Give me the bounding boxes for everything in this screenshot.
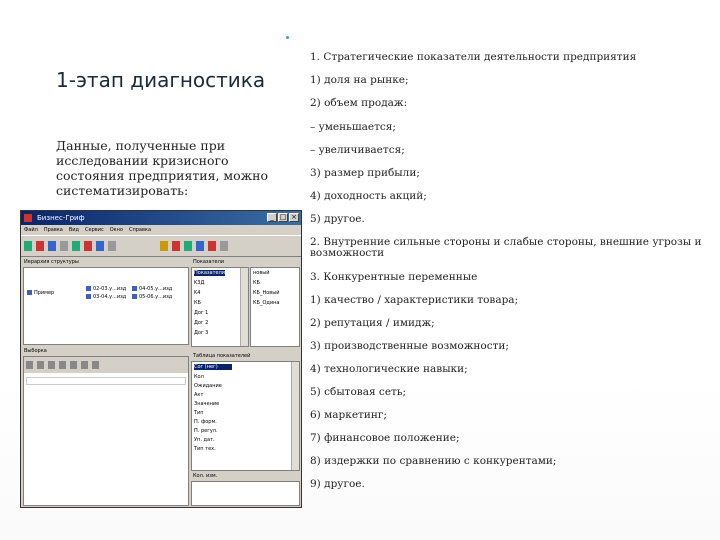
list-item: 5) другое. xyxy=(310,213,365,225)
app-title-bar xyxy=(21,211,301,225)
table-item: П. регул. xyxy=(194,428,218,434)
toolbar-icon xyxy=(24,241,32,251)
table-item: Тип тех. xyxy=(194,446,216,452)
toolbar-icon xyxy=(59,361,66,369)
file-icon xyxy=(132,294,137,299)
list-item: 1. Стратегические показатели деятельности предприятия xyxy=(310,51,637,63)
menu-item: Правка xyxy=(43,227,63,233)
toolbar-icon xyxy=(84,241,92,251)
indicator-item: Дог 3 xyxy=(194,330,209,336)
tree-root: Пример xyxy=(27,290,54,296)
maximize-icon: □ xyxy=(279,213,287,221)
folder-icon xyxy=(27,290,32,295)
bottom-pane xyxy=(191,481,300,506)
list-item: 3) производственные возможности; xyxy=(310,340,509,352)
list-item: 2) репутация / имидж; xyxy=(310,317,435,329)
tree-file: 04-05.у...изд xyxy=(132,286,172,292)
app-toolbar xyxy=(21,235,301,257)
list-item: 8) издержки по сравнению с конкурентами; xyxy=(310,455,557,467)
list-item: – увеличивается; xyxy=(310,144,405,156)
toolbar-icon xyxy=(172,241,180,251)
toolbar-icon xyxy=(48,241,56,251)
toolbar-icon xyxy=(70,361,77,369)
indicator-item: КБ xyxy=(194,300,201,306)
tree-file: 05-06.у...изд xyxy=(132,294,172,300)
window-controls xyxy=(267,213,299,222)
app-menu xyxy=(21,225,301,235)
toolbar-icon xyxy=(48,361,55,369)
toolbar-icon xyxy=(196,241,204,251)
indicator-item: K4 xyxy=(194,290,201,296)
indicators-pane-left xyxy=(191,267,249,347)
table-item: Акт xyxy=(194,392,204,398)
structure-label: Иерархия структуры xyxy=(24,259,79,265)
indicator-item: КБ xyxy=(253,280,260,286)
file-icon xyxy=(132,286,137,291)
scrollbar xyxy=(291,362,299,470)
selection-pane xyxy=(23,356,189,506)
file-icon xyxy=(86,286,91,291)
selection-toolbar xyxy=(24,357,188,373)
app-icon xyxy=(24,214,32,222)
bottom-label: Кол. изм. xyxy=(193,473,218,479)
toolbar-icon xyxy=(60,241,68,251)
file-icon xyxy=(86,294,91,299)
list-item: 2) объем продаж: xyxy=(310,97,408,109)
structure-pane xyxy=(23,267,189,345)
list-item: 2. Внутренние сильные стороны и слабые стороны, внешние угрозы и возможности xyxy=(310,236,702,259)
table-pane xyxy=(191,361,300,471)
menu-item: Справка xyxy=(128,227,152,233)
menu-item: Файл xyxy=(24,227,38,233)
toolbar-icon xyxy=(108,241,116,251)
app-window xyxy=(20,210,302,508)
list-item: – уменьшается; xyxy=(310,121,396,133)
menu-item: Окно xyxy=(109,227,123,233)
selection-row xyxy=(26,377,186,385)
menu-item: Вид xyxy=(68,227,79,233)
list-item: 6) маркетинг; xyxy=(310,409,387,421)
list-item: 1) доля на рынке; xyxy=(310,74,409,86)
decor-dot xyxy=(286,36,289,39)
table-item: Тип xyxy=(194,410,204,416)
list-item: 3) размер прибыли; xyxy=(310,167,420,179)
toolbar-icon xyxy=(220,241,228,251)
indicator-item: Дог 2 xyxy=(194,320,209,326)
indicator-item: КБ_Одина xyxy=(253,300,280,306)
menu-item: Сервис xyxy=(85,227,104,233)
close-icon: × xyxy=(289,213,299,222)
indicator-item: K3Д xyxy=(194,280,205,286)
table-label: Таблица показателей xyxy=(193,353,251,359)
toolbar-icon xyxy=(37,361,44,369)
list-item: 1) качество / характеристики товара; xyxy=(310,294,519,306)
table-item: Уп. дат. xyxy=(194,437,215,443)
slide-title: 1-этап диагностика xyxy=(56,68,266,92)
toolbar-icon xyxy=(184,241,192,251)
table-item: Ожидание xyxy=(194,383,222,389)
toolbar-icon xyxy=(81,361,88,369)
minimize-icon: _ xyxy=(267,213,277,222)
tree-file: 03-04.у...изд xyxy=(86,294,126,300)
toolbar-icon xyxy=(160,241,168,251)
list-item: 3. Конкурентные переменные xyxy=(310,271,478,283)
list-item: 9) другое. xyxy=(310,478,365,490)
tree-file: 02-03.у...изд xyxy=(86,286,126,292)
indicator-item: Дог 1 xyxy=(194,310,209,316)
indicator-item: новый xyxy=(253,270,270,276)
table-item: П. форм. xyxy=(194,419,217,425)
scrollbar xyxy=(240,268,248,346)
indicators-pane-right xyxy=(250,267,300,347)
toolbar-icon xyxy=(36,241,44,251)
toolbar-icon xyxy=(72,241,80,251)
table-item: Сог (нег) xyxy=(194,364,232,370)
table-item: Кол xyxy=(194,374,204,380)
toolbar-icon xyxy=(208,241,216,251)
toolbar-icon xyxy=(26,361,33,369)
table-item: Значение xyxy=(194,401,220,407)
slide-intro: Данные, полученные при исследовании кризисного состояния предприятия, можно систематизировать: xyxy=(56,138,269,198)
list-item: 4) доходность акций; xyxy=(310,190,427,202)
indicator-item: Показатели xyxy=(194,270,226,276)
indicators-label: Показатели xyxy=(193,259,225,265)
toolbar-icon xyxy=(96,241,104,251)
list-item: 5) сбытовая сеть; xyxy=(310,386,407,398)
selection-label: Выборка xyxy=(24,348,47,354)
indicator-item: КБ_Новый xyxy=(253,290,280,296)
list-item: 7) финансовое положение; xyxy=(310,432,460,444)
app-title: Бизнес-Гриф xyxy=(37,214,85,222)
toolbar-icon xyxy=(92,361,99,369)
list-item: 4) технологические навыки; xyxy=(310,363,468,375)
